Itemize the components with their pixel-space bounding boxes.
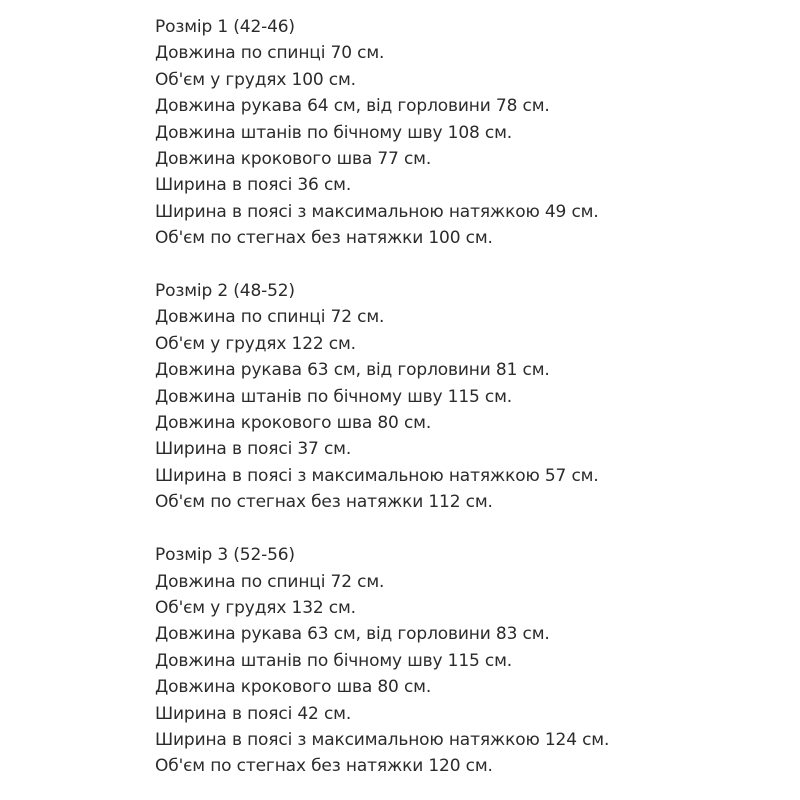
section-title: Розмір 1 (42-46) — [155, 17, 295, 37]
measurement-line: Ширина в поясі з максимальною натяжкою 57 см. — [155, 465, 599, 486]
section-title: Розмір 3 (52-56) — [155, 545, 295, 566]
measurement-line: Довжина крокового шва 77 см. — [155, 149, 432, 170]
size-section-2 — [155, 278, 609, 516]
measurement-line: Ширина в поясі 36 см. — [155, 175, 352, 196]
measurement-line: Об'єм по стегнах без натяжки 120 см. — [155, 756, 493, 777]
size-section-3 — [155, 542, 609, 780]
measurement-line: Об'єм у грудях 100 см. — [155, 69, 356, 90]
measurement-line: Довжина рукава 63 см, від горловини 83 см. — [155, 624, 550, 645]
measurement-line: Ширина в поясі 42 см. — [155, 703, 352, 724]
measurement-line: Довжина крокового шва 80 см. — [155, 677, 432, 698]
measurement-line: Довжина крокового шва 80 см. — [155, 413, 432, 434]
measurement-line: Довжина по спинці 72 см. — [155, 571, 385, 592]
measurement-line: Ширина в поясі з максимальною натяжкою 49 см. — [155, 201, 599, 222]
measurement-line: Довжина по спинці 70 см. — [155, 43, 385, 64]
measurement-line: Об'єм по стегнах без натяжки 100 см. — [155, 228, 493, 249]
size-chart-document — [155, 14, 609, 780]
measurement-line: Об'єм у грудях 122 см. — [155, 333, 356, 354]
measurement-line: Довжина рукава 64 см, від горловини 78 см. — [155, 96, 550, 117]
section-title: Розмір 2 (48-52) — [155, 281, 295, 302]
measurement-line: Довжина рукава 63 см, від горловини 81 см. — [155, 360, 550, 381]
measurement-line: Ширина в поясі з максимальною натяжкою 124 см. — [155, 729, 610, 750]
measurement-line: Довжина штанів по бічному шву 115 см. — [155, 650, 513, 671]
measurement-line: Ширина в поясі 37 см. — [155, 439, 352, 460]
measurement-line: Довжина по спинці 72 см. — [155, 307, 385, 328]
measurement-line: Довжина штанів по бічному шву 108 см. — [155, 122, 513, 143]
measurement-line: Об'єм по стегнах без натяжки 112 см. — [155, 492, 493, 513]
measurement-line: Довжина штанів по бічному шву 115 см. — [155, 386, 513, 407]
size-section-1 — [155, 14, 609, 252]
measurement-line: Об'єм у грудях 132 см. — [155, 597, 356, 618]
